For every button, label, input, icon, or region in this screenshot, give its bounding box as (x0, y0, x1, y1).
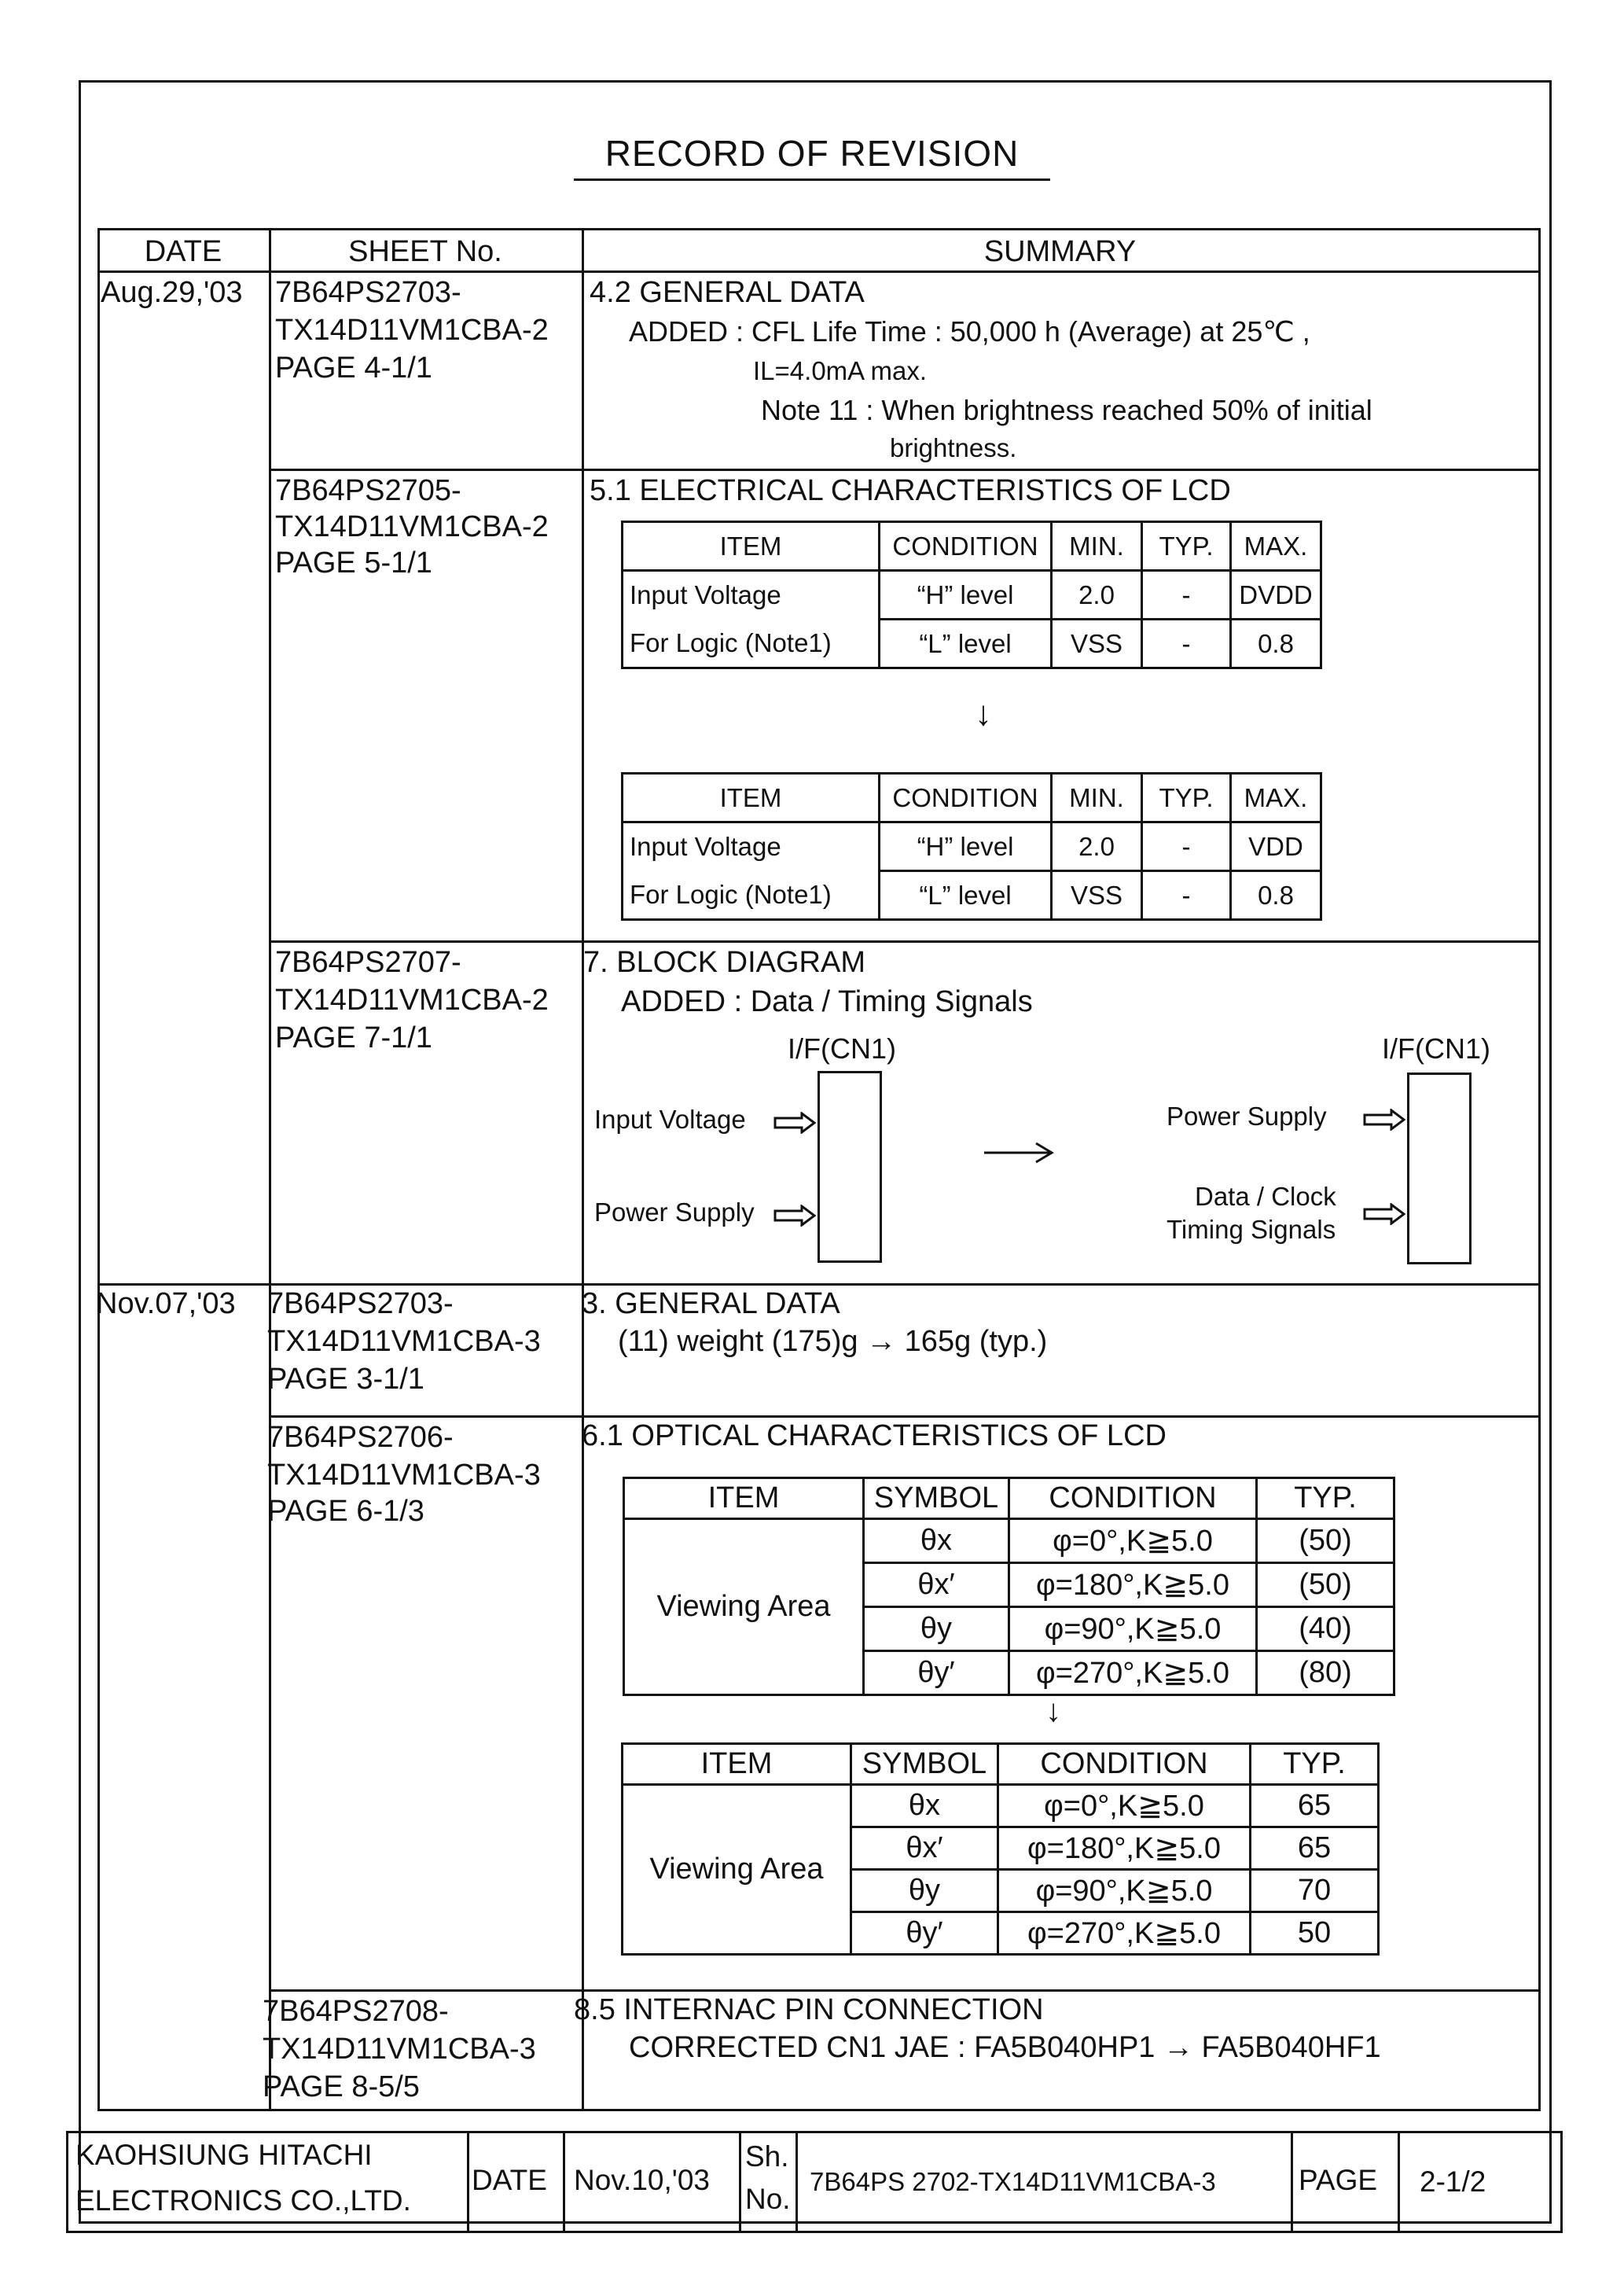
table-cell: Viewing Area (623, 1785, 851, 1955)
sheet-page: PAGE 6-1/3 (267, 1495, 424, 1528)
sheet-page: PAGE 4-1/1 (275, 351, 432, 385)
down-arrow-icon: ↓ (1045, 1694, 1061, 1728)
th-item: ITEM (623, 774, 880, 822)
table-cell: Input Voltage (623, 571, 880, 620)
table-cell: (50) (1257, 1519, 1394, 1563)
th-typ: TYP. (1251, 1744, 1379, 1785)
date-column-divider (269, 228, 271, 2111)
table-cell: θx′ (851, 1827, 998, 1870)
if-label: I/F(CN1) (788, 1032, 896, 1065)
table-cell: θy (864, 1607, 1009, 1651)
table-cell: 50 (1251, 1912, 1379, 1955)
optical-table-after (621, 1742, 1380, 1956)
footer-divider (1291, 2131, 1293, 2233)
table-cell: “H” level (880, 822, 1052, 871)
summary-line: CORRECTED CN1 JAE : FA5B040HP1 → FA5B040HF1 (629, 2031, 1381, 2064)
table-cell: (50) (1257, 1563, 1394, 1607)
table-cell: θy′ (851, 1912, 998, 1955)
sheet-number: TX14D11VM1CBA-3 (267, 1325, 541, 1358)
sheet-page: PAGE 5-1/1 (275, 546, 432, 580)
th-item: ITEM (624, 1478, 864, 1519)
table-cell: DVDD (1231, 571, 1321, 620)
table-cell: 65 (1251, 1785, 1379, 1827)
company-name: ELECTRONICS CO.,LTD. (75, 2184, 411, 2217)
summary-line: (11) weight (175)g → 165g (typ.) (618, 1325, 1048, 1358)
footer-divider (739, 2131, 741, 2233)
header-summary: SUMMARY (983, 235, 1137, 268)
footer-sheet-label: No. (745, 2183, 791, 2215)
sheet-number: 7B64PS2703- (267, 1287, 454, 1320)
sheet-page: PAGE 3-1/1 (267, 1363, 424, 1396)
header-date: DATE (144, 235, 222, 268)
table-cell: For Logic (Note1) (623, 871, 880, 920)
th-symbol: SYMBOL (864, 1478, 1009, 1519)
table-cell: φ=0°,K≧5.0 (1009, 1519, 1257, 1563)
connector-box-before (818, 1071, 882, 1263)
table-cell: θy (851, 1870, 998, 1912)
footer-divider (795, 2131, 798, 2233)
sheet-page: PAGE 8-5/5 (263, 2070, 420, 2103)
table-cell: (40) (1257, 1607, 1394, 1651)
table-cell: VSS (1052, 620, 1142, 668)
th-min: MIN. (1052, 522, 1142, 571)
table-cell: Viewing Area (624, 1519, 864, 1695)
section-heading: 7. BLOCK DIAGRAM (583, 946, 865, 979)
th-condition: CONDITION (880, 522, 1052, 571)
footer-date-value: Nov.10,'03 (574, 2164, 710, 2196)
sheet-number: TX14D11VM1CBA-2 (275, 314, 549, 347)
outline-arrow-icon (773, 1205, 816, 1227)
th-item: ITEM (623, 1744, 851, 1785)
sheet-number: 7B64PS2705- (275, 474, 461, 507)
sheet-column-divider (582, 228, 584, 2111)
table-cell: θx′ (864, 1563, 1009, 1607)
connector-box-after (1407, 1073, 1472, 1264)
table-cell: φ=180°,K≧5.0 (998, 1827, 1251, 1870)
table-cell: 70 (1251, 1870, 1379, 1912)
outline-arrow-icon (1363, 1109, 1405, 1131)
table-right-border (1538, 228, 1541, 2111)
table-cell: 0.8 (1231, 620, 1321, 668)
optical-table-before (623, 1477, 1395, 1696)
footer-sheet-label: Sh. (745, 2140, 789, 2173)
if-label: I/F(CN1) (1382, 1032, 1490, 1065)
table-cell: 0.8 (1231, 871, 1321, 920)
table-cell: φ=0°,K≧5.0 (998, 1785, 1251, 1827)
th-condition: CONDITION (880, 774, 1052, 822)
electrical-table-before (621, 521, 1322, 669)
section-heading: 5.1 ELECTRICAL CHARACTERISTICS OF LCD (590, 474, 1231, 507)
th-max: MAX. (1231, 774, 1321, 822)
company-name: KAOHSIUNG HITACHI (75, 2139, 373, 2171)
table-cell: θx (851, 1785, 998, 1827)
sheet-number: TX14D11VM1CBA-3 (263, 2033, 536, 2066)
outline-arrow-icon (773, 1112, 816, 1134)
sheet-number: 7B64PS2707- (275, 946, 461, 979)
table-cell: θy′ (864, 1651, 1009, 1695)
summary-line: ADDED : CFL Life Time : 50,000 h (Average) at 25℃ , (629, 315, 1310, 348)
electrical-table-after (621, 772, 1322, 921)
table-cell: 2.0 (1052, 822, 1142, 871)
signal-label: Input Voltage (594, 1105, 746, 1134)
table-cell: φ=90°,K≧5.0 (998, 1870, 1251, 1912)
footer-divider (467, 2131, 469, 2233)
table-cell: “L” level (880, 620, 1052, 668)
sheet-number: TX14D11VM1CBA-3 (267, 1459, 541, 1492)
sheet-number: TX14D11VM1CBA-2 (275, 510, 549, 543)
header-sheet: SHEET No. (348, 235, 502, 268)
table-cell: Input Voltage (623, 822, 880, 871)
table-cell: φ=180°,K≧5.0 (1009, 1563, 1257, 1607)
row-divider (269, 940, 1541, 943)
table-cell: φ=270°,K≧5.0 (998, 1912, 1251, 1955)
table-cell: “H” level (880, 571, 1052, 620)
summary-line: Note 11 : When brightness reached 50% of initial (761, 394, 1372, 426)
header-bottom-border (97, 270, 1541, 273)
sheet-number: TX14D11VM1CBA-2 (275, 984, 549, 1017)
section-heading: 3. GENERAL DATA (582, 1287, 840, 1320)
revision-date: Nov.07,'03 (96, 1287, 236, 1320)
down-arrow-icon: ↓ (975, 694, 992, 733)
th-symbol: SYMBOL (851, 1744, 998, 1785)
table-cell: φ=90°,K≧5.0 (1009, 1607, 1257, 1651)
footer-divider (563, 2131, 565, 2233)
table-cell: - (1142, 822, 1231, 871)
sheet-number: 7B64PS2706- (267, 1421, 454, 1454)
footer-page-label: PAGE (1299, 2164, 1378, 2196)
table-cell: VDD (1231, 822, 1321, 871)
change-arrow-icon (983, 1139, 1055, 1167)
sheet-number: 7B64PS2708- (263, 1995, 449, 2028)
footer-page-value: 2-1/2 (1420, 2165, 1486, 2198)
section-heading: 6.1 OPTICAL CHARACTERISTICS OF LCD (582, 1419, 1167, 1452)
table-bottom-border (97, 2109, 1541, 2111)
table-left-border (97, 228, 100, 2111)
table-cell: θx (864, 1519, 1009, 1563)
signal-label: Power Supply (594, 1198, 755, 1227)
table-cell: - (1142, 571, 1231, 620)
row-divider (269, 469, 1541, 471)
sheet-number: 7B64PS2703- (275, 276, 461, 309)
outline-arrow-icon (1363, 1203, 1405, 1225)
th-min: MIN. (1052, 774, 1142, 822)
th-max: MAX. (1231, 522, 1321, 571)
document-number: 7B64PS 2702-TX14D11VM1CBA-3 (810, 2167, 1216, 2196)
th-typ: TYP. (1142, 522, 1231, 571)
footer-date-label: DATE (472, 2164, 547, 2196)
footer-divider (1398, 2131, 1400, 2233)
table-cell: “L” level (880, 871, 1052, 920)
signal-label: Power Supply (1167, 1102, 1327, 1131)
summary-line: brightness. (890, 433, 1017, 462)
page-title: RECORD OF REVISION (0, 132, 1624, 175)
table-cell: - (1142, 871, 1231, 920)
table-cell: 65 (1251, 1827, 1379, 1870)
th-condition: CONDITION (1009, 1478, 1257, 1519)
summary-line: IL=4.0mA max. (753, 356, 928, 385)
section-heading: 4.2 GENERAL DATA (590, 276, 865, 309)
table-cell: φ=270°,K≧5.0 (1009, 1651, 1257, 1695)
table-top-border (97, 228, 1541, 230)
th-condition: CONDITION (998, 1744, 1251, 1785)
summary-line: ADDED : Data / Timing Signals (621, 985, 1033, 1018)
th-typ: TYP. (1257, 1478, 1394, 1519)
table-cell: VSS (1052, 871, 1142, 920)
signal-label: Data / Clock (1195, 1182, 1336, 1211)
table-cell: (80) (1257, 1651, 1394, 1695)
th-typ: TYP. (1142, 774, 1231, 822)
revision-date: Aug.29,'03 (101, 276, 243, 309)
signal-label: Timing Signals (1167, 1215, 1336, 1244)
table-cell: 2.0 (1052, 571, 1142, 620)
th-item: ITEM (623, 522, 880, 571)
table-cell: For Logic (Note1) (623, 620, 880, 668)
section-heading: 8.5 INTERNAC PIN CONNECTION (574, 1993, 1044, 2026)
sheet-page: PAGE 7-1/1 (275, 1021, 432, 1054)
table-cell: - (1142, 620, 1231, 668)
